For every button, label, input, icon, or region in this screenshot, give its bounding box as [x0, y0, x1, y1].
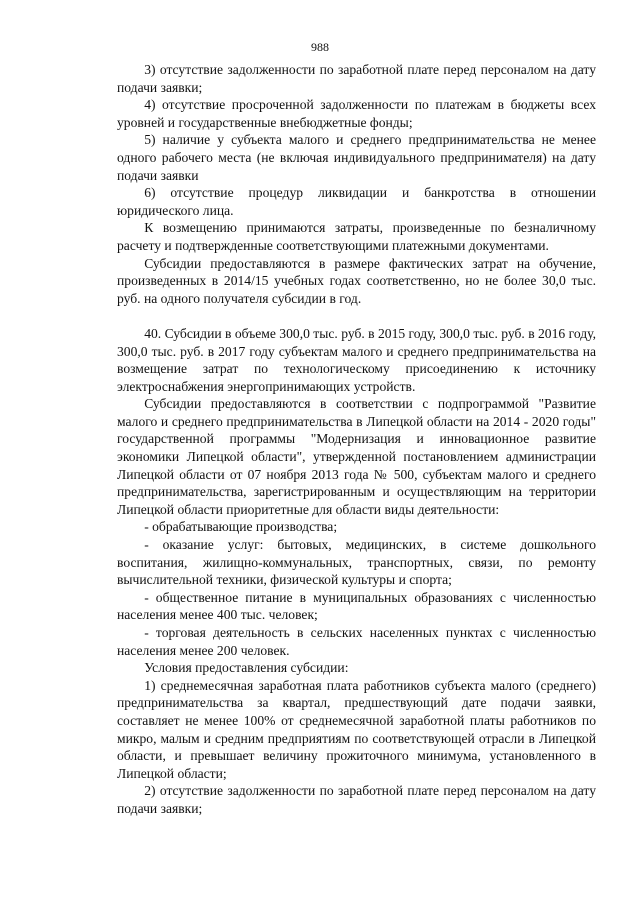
paragraph-conditions-heading: Условия предоставления субсидии: — [144, 660, 349, 676]
paragraph-reimbursement: К возмещению принимаются затраты, произведенные по безналичному расчету и подтвержденные соответствующими платежными документами. — [117, 220, 596, 253]
paragraph-condition-5: 5) наличие у субъекта малого и среднего предпринимательства не менее одного рабочего места (не включая индивидуального предпринимателя) на дату подачи заявки — [117, 132, 596, 183]
paragraph-condition-6: 6) отсутствие процедур ликвидации и банкротства в отношении юридического лица. — [117, 185, 596, 218]
paragraph-subsidy-amount: Субсидии предоставляются в размере фактических затрат на обучение, произведенных в 2014/15 учебных годах соответственно, но не более 30,0 тыс. руб. на одного получателя субсидии в год. — [117, 255, 596, 306]
paragraph-condition-4: 4) отсутствие просроченной задолженности по платежам в бюджеты всех уровней и государственные внебюджетные фонды; — [117, 97, 596, 130]
paragraph-condition-2: 2) отсутствие задолженности по заработной плате перед персоналом на дату подачи заявки; — [117, 783, 596, 816]
paragraph-condition-1: 1) среднемесячная заработная плата работников субъекта малого (среднего) предпринимательства за квартал, предшествующий дате подачи заявки, составляет не менее 100% от среднемесячной заработной платы работников по микро, малым и средним предприятиям по соответствующей отрасли в Липецкой области, и превышает величину прожиточного минимума, установленного в Липецкой области; — [117, 677, 596, 781]
list-item-catering: - общественное питание в муниципальных образованиях с численностью населения менее 400 тыс. человек; — [117, 589, 596, 623]
paragraph-item-40: 40. Субсидии в объеме 300,0 тыс. руб. в 2015 году, 300,0 тыс. руб. в 2016 году, 300,0 тыс. руб. в 2017 году субъектам малого и среднего предпринимательства на возмещение затрат по технологическому присоединению к источнику электроснабжения энергопринимающих устройств. — [117, 325, 596, 394]
list-item-manufacturing: - обрабатывающие производства; — [144, 519, 338, 535]
list-item-services: - оказание услуг: бытовых, медицинских, в системе дошкольного воспитания, жилищно-коммунальных, транспортных, связи, по ремонту вычислительной техники, физической культуры и спорта; — [117, 537, 596, 588]
paragraph-condition-3: 3) отсутствие задолженности по заработной плате перед персоналом на дату подачи заявки; — [117, 62, 596, 95]
paragraph-subprogram: Субсидии предоставляются в соответствии с подпрограммой "Развитие малого и среднего предпринимательства в Липецкой области на 2014 - 2020 годы" государственной программы "Модернизация и инновационное развитие экономики Липецкой области", утвержденной постановлением администрации Липецкой области от 07 ноября 2013 года № 500, субъектам малого и среднего предпринимательства, зарегистрированным и осуществляющим на территории Липецкой области приоритетные для области виды деятельности: — [117, 396, 596, 517]
list-item-trade: - торговая деятельность в сельских населенных пунктах с численностью населения менее 200 человек. — [117, 625, 596, 658]
document-body — [117, 61, 596, 818]
page-number: 988 — [311, 40, 329, 54]
